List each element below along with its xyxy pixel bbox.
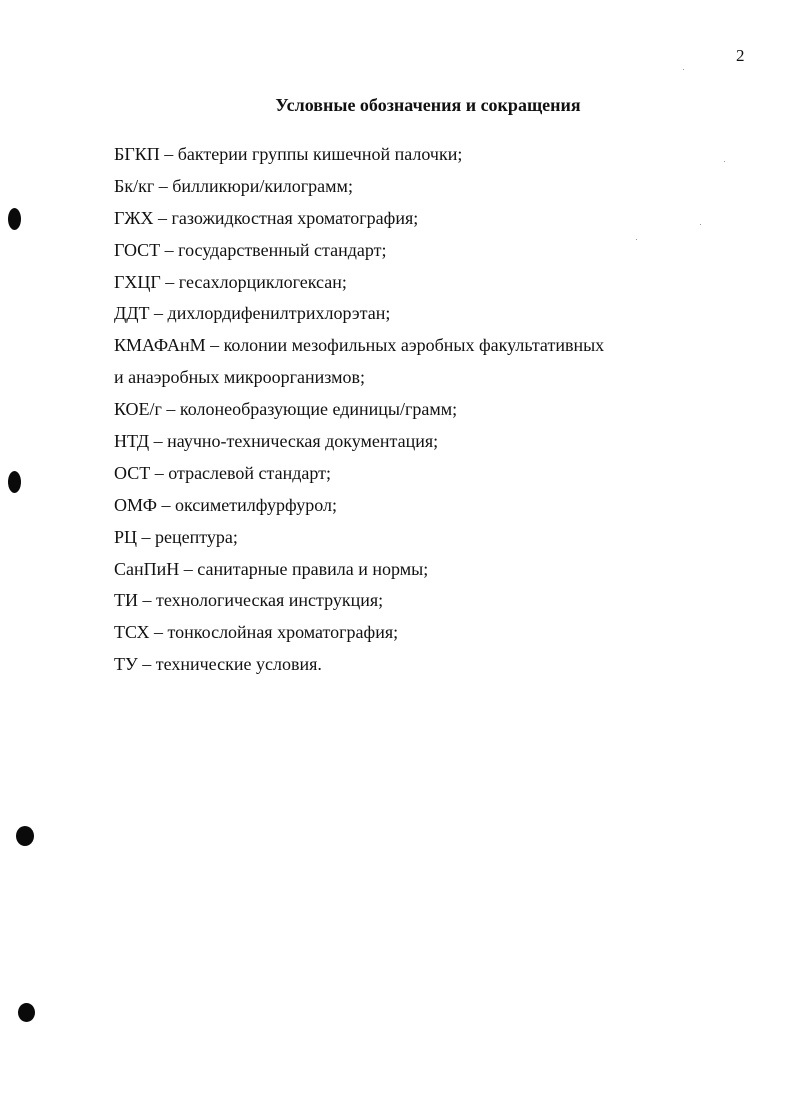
abbreviation-item: ГЖХ – газожидкостная хроматография; [114,207,419,228]
abbreviation-item: ГХЦГ – гесахлорциклогексан; [114,271,347,292]
abbreviation-item: РЦ – рецептура; [114,526,238,547]
abbreviation-item: ОМФ – оксиметилфурфурол; [114,494,337,515]
scan-speck [683,69,684,70]
abbreviation-item: ДДТ – дихлордифенилтрихлорэтан; [114,303,391,324]
abbreviation-item: НТД – научно-техническая документация; [114,431,439,452]
scan-speck [700,224,701,225]
punch-hole-marker [16,826,34,846]
page-number: 2 [736,46,745,65]
abbreviation-item: ТСХ – тонкослойная хроматография; [114,622,399,643]
abbreviation-item: БГКП – бактерии группы кишечной палочки; [114,144,463,164]
abbreviation-item: ТУ – технические условия. [114,654,322,675]
page-title: Условные обозначения и сокращения [275,95,581,115]
abbreviation-list [114,139,714,681]
abbreviation-item-continuation: и анаэробных микроорганизмов; [114,367,366,388]
abbreviation-item: КМАФАнМ – колонии мезофильных аэробных факультативных [114,335,605,356]
abbreviation-item: ГОСТ – государственный стандарт; [114,239,387,260]
punch-hole-marker [18,1003,35,1022]
scan-speck [636,239,637,240]
abbreviation-item: Бк/кг – билликюри/килограмм; [114,175,353,196]
abbreviation-item: ОСТ – отраслевой стандарт; [114,462,332,483]
abbreviation-item: СанПиН – санитарные правила и нормы; [114,558,429,579]
punch-hole-marker [8,208,21,230]
punch-hole-marker [8,471,21,493]
scan-speck [724,161,725,162]
abbreviation-item: КОЕ/г – колонеобразующие единицы/грамм; [114,399,458,420]
abbreviation-item: ТИ – технологическая инструкция; [114,590,384,611]
